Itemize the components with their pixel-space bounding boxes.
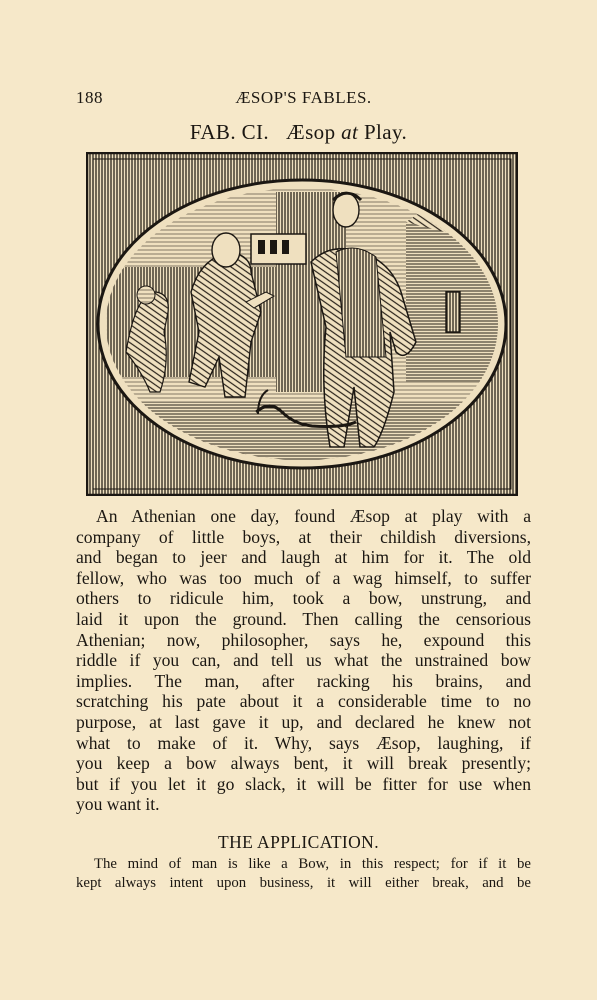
body-line: others to ridicule him, took a bow, unstrung, and (76, 588, 531, 609)
application-line: kept always intent upon business, it will either break, and be (76, 875, 531, 891)
woodcut-illustration (86, 152, 518, 496)
application-heading: THE APPLICATION. (218, 832, 379, 852)
body-line: company of little boys, at their childish diversions, (76, 526, 531, 547)
body-line: riddle if you can, and tell us what the unstrained bow (76, 650, 531, 671)
fable-number: FAB. CI. (189, 120, 270, 144)
body-line: scratching his pate about it a considerable time to no (76, 691, 531, 712)
body-line: you want it. (76, 794, 160, 815)
body-line: fellow, who was too much of a wag himself, to suffer (76, 567, 531, 588)
fable-heading (0, 120, 597, 145)
body-line: laid it upon the ground. Then calling the censorious (76, 608, 531, 629)
running-head (76, 88, 531, 112)
body-line: purpose, at last gave it up, and declared he knew not (76, 711, 531, 732)
body-line: but if you let it go slack, it will be fitter for use when (76, 773, 531, 794)
body-line: An Athenian one day, found Æsop at play with a (96, 506, 531, 526)
body-line: implies. The man, after racking his brains, and (76, 670, 531, 691)
fable-title-end: Play. (363, 120, 408, 144)
fable-body (76, 506, 531, 815)
book-title: ÆSOP'S FABLES. (235, 88, 372, 107)
fable-title-name: Æsop (286, 120, 336, 144)
body-line: what to make of it. Why, says Æsop, laughing, if (76, 732, 531, 753)
body-line: and began to jeer and laugh at him for it. The old (76, 547, 531, 568)
application-text (76, 855, 531, 893)
body-line: you keep a bow always bent, it will break presently; (76, 753, 531, 774)
fable-title-italic: at (341, 120, 359, 144)
application-line: The mind of man is like a Bow, in this respect; for if it be (94, 856, 531, 872)
body-line: Athenian; now, philosopher, says he, expound this (76, 629, 531, 650)
page-number: 188 (76, 88, 103, 107)
